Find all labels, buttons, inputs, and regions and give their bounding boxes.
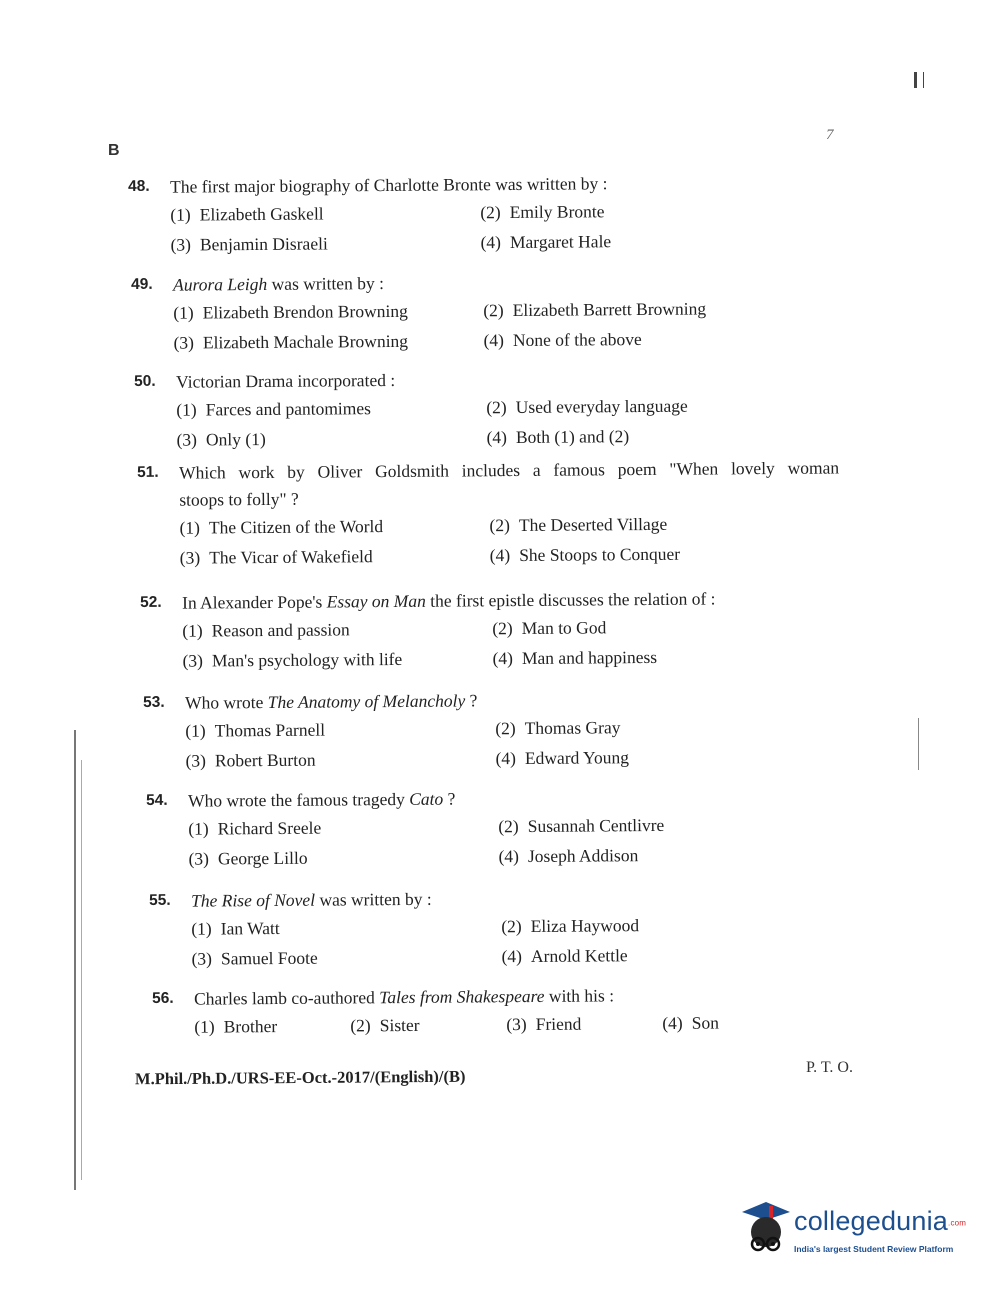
option-3: (3) Man's psychology with life xyxy=(182,648,403,671)
question-text: Victorian Drama incorporated : xyxy=(176,369,396,392)
question-text: Aurora Leigh was written by : xyxy=(173,273,384,295)
work-title: Aurora Leigh xyxy=(173,273,268,295)
work-title: Tales from Shakespeare xyxy=(379,985,545,1008)
brand-tagline: India's largest Student Review Platform xyxy=(794,1244,954,1254)
option-2: (2) The Deserted Village xyxy=(489,513,668,536)
option-1: (1) The Citizen of the World xyxy=(179,516,384,538)
option-3: (3) Friend xyxy=(506,1013,582,1035)
option-3: (3) The Vicar of Wakefield xyxy=(179,546,373,568)
question-text: The first major biography of Charlotte Bronte was written by : xyxy=(170,173,608,197)
question-number: 52. xyxy=(140,593,162,611)
question-text: Charles lamb co-authored Tales from Shakespeare with his : xyxy=(194,985,615,1009)
options xyxy=(191,913,861,969)
scan-edge-line xyxy=(918,718,919,770)
options xyxy=(179,512,839,568)
question-48 xyxy=(128,170,841,256)
option-3: (3) Elizabeth Machale Browning xyxy=(173,330,409,353)
option-1: (1) Elizabeth Gaskell xyxy=(170,203,324,225)
options xyxy=(194,1011,864,1037)
question-50 xyxy=(134,365,847,451)
option-3: (3) Samuel Foote xyxy=(191,947,318,969)
option-3: (3) Only (1) xyxy=(176,428,266,450)
option-2: (2) Elizabeth Barrett Browning xyxy=(483,298,707,321)
option-4: (4) Man and happiness xyxy=(492,646,658,669)
option-1: (1) Ian Watt xyxy=(191,917,280,939)
option-4: (4) Joseph Addison xyxy=(498,845,639,867)
question-51 xyxy=(137,456,840,569)
option-4: (4) None of the above xyxy=(483,328,642,351)
question-number: 55. xyxy=(149,891,171,909)
option-4: (4) Edward Young xyxy=(495,747,630,769)
question-56 xyxy=(152,982,864,1038)
mascot-logo-icon xyxy=(736,1198,794,1258)
option-2: (2) Emily Bronte xyxy=(480,201,605,223)
option-4: (4) Son xyxy=(662,1012,720,1033)
option-2: (2) Sister xyxy=(350,1014,420,1036)
work-title: The Anatomy of Melancholy xyxy=(267,690,466,713)
option-2: (2) Thomas Gray xyxy=(495,717,621,739)
question-number: 56. xyxy=(152,989,174,1007)
set-letter: B xyxy=(108,142,120,159)
question-number: 51. xyxy=(137,463,159,481)
options xyxy=(182,615,852,671)
question-53 xyxy=(143,686,856,772)
work-title: The Rise of Novel xyxy=(191,889,316,911)
options xyxy=(173,297,843,353)
options xyxy=(188,813,858,869)
options xyxy=(185,715,855,771)
option-4: (4) Both (1) and (2) xyxy=(486,426,630,448)
question-number: 54. xyxy=(146,791,168,809)
question-number: 49. xyxy=(131,275,153,293)
question-text: Who wrote The Anatomy of Melancholy ? xyxy=(185,690,478,713)
option-2: (2) Man to God xyxy=(492,617,607,639)
option-1: (1) Elizabeth Brendon Browning xyxy=(173,300,408,323)
question-55 xyxy=(149,884,862,970)
question-54 xyxy=(146,784,859,870)
question-text: In Alexander Pope's Essay on Man the first epistle discusses the relation of : xyxy=(182,588,716,613)
question-number: 53. xyxy=(143,693,165,711)
page-number: 7 xyxy=(826,127,834,143)
option-4: (4) She Stoops to Conquer xyxy=(489,543,681,566)
option-2: (2) Susannah Centlivre xyxy=(498,814,665,837)
option-2: (2) Used everyday language xyxy=(486,395,688,418)
option-3: (3) George Lillo xyxy=(188,847,308,869)
scan-edge-line xyxy=(81,760,82,1180)
options xyxy=(170,199,840,255)
question-52 xyxy=(140,586,853,672)
question-49 xyxy=(131,268,844,354)
question-text-line-1: Which work by Oliver Goldsmith includes a famous poem "When lovely woman xyxy=(179,457,840,483)
collegedunia-watermark xyxy=(736,1198,966,1258)
corner-mark xyxy=(914,72,924,88)
option-1: (1) Reason and passion xyxy=(182,619,350,641)
option-3: (3) Robert Burton xyxy=(185,749,316,771)
question-text-line-2: stoops to folly" ? xyxy=(179,488,299,510)
option-3: (3) Benjamin Disraeli xyxy=(170,233,328,255)
question-number: 50. xyxy=(134,372,156,390)
scan-edge-line xyxy=(74,730,76,1190)
brand-name: collegedunia.com xyxy=(794,1206,967,1236)
option-4: (4) Arnold Kettle xyxy=(501,945,628,967)
option-4: (4) Margaret Hale xyxy=(480,231,612,253)
option-1: (1) Richard Sreele xyxy=(188,817,322,839)
work-title: Essay on Man xyxy=(326,590,426,612)
option-1: (1) Thomas Parnell xyxy=(185,719,326,741)
question-text: Who wrote the famous tragedy Cato ? xyxy=(188,788,456,811)
paper-code: M.Phil./Ph.D./URS-EE-Oct.-2017/(English)/(B) xyxy=(134,1066,466,1089)
options xyxy=(176,394,846,450)
question-number: 48. xyxy=(128,177,150,195)
work-title: Cato xyxy=(409,788,444,809)
option-1: (1) Brother xyxy=(194,1016,278,1037)
question-text: The Rise of Novel was written by : xyxy=(191,888,432,911)
option-1: (1) Farces and pantomimes xyxy=(176,398,372,420)
option-2: (2) Eliza Haywood xyxy=(501,915,640,937)
pto-note: P. T. O. xyxy=(806,1059,853,1076)
